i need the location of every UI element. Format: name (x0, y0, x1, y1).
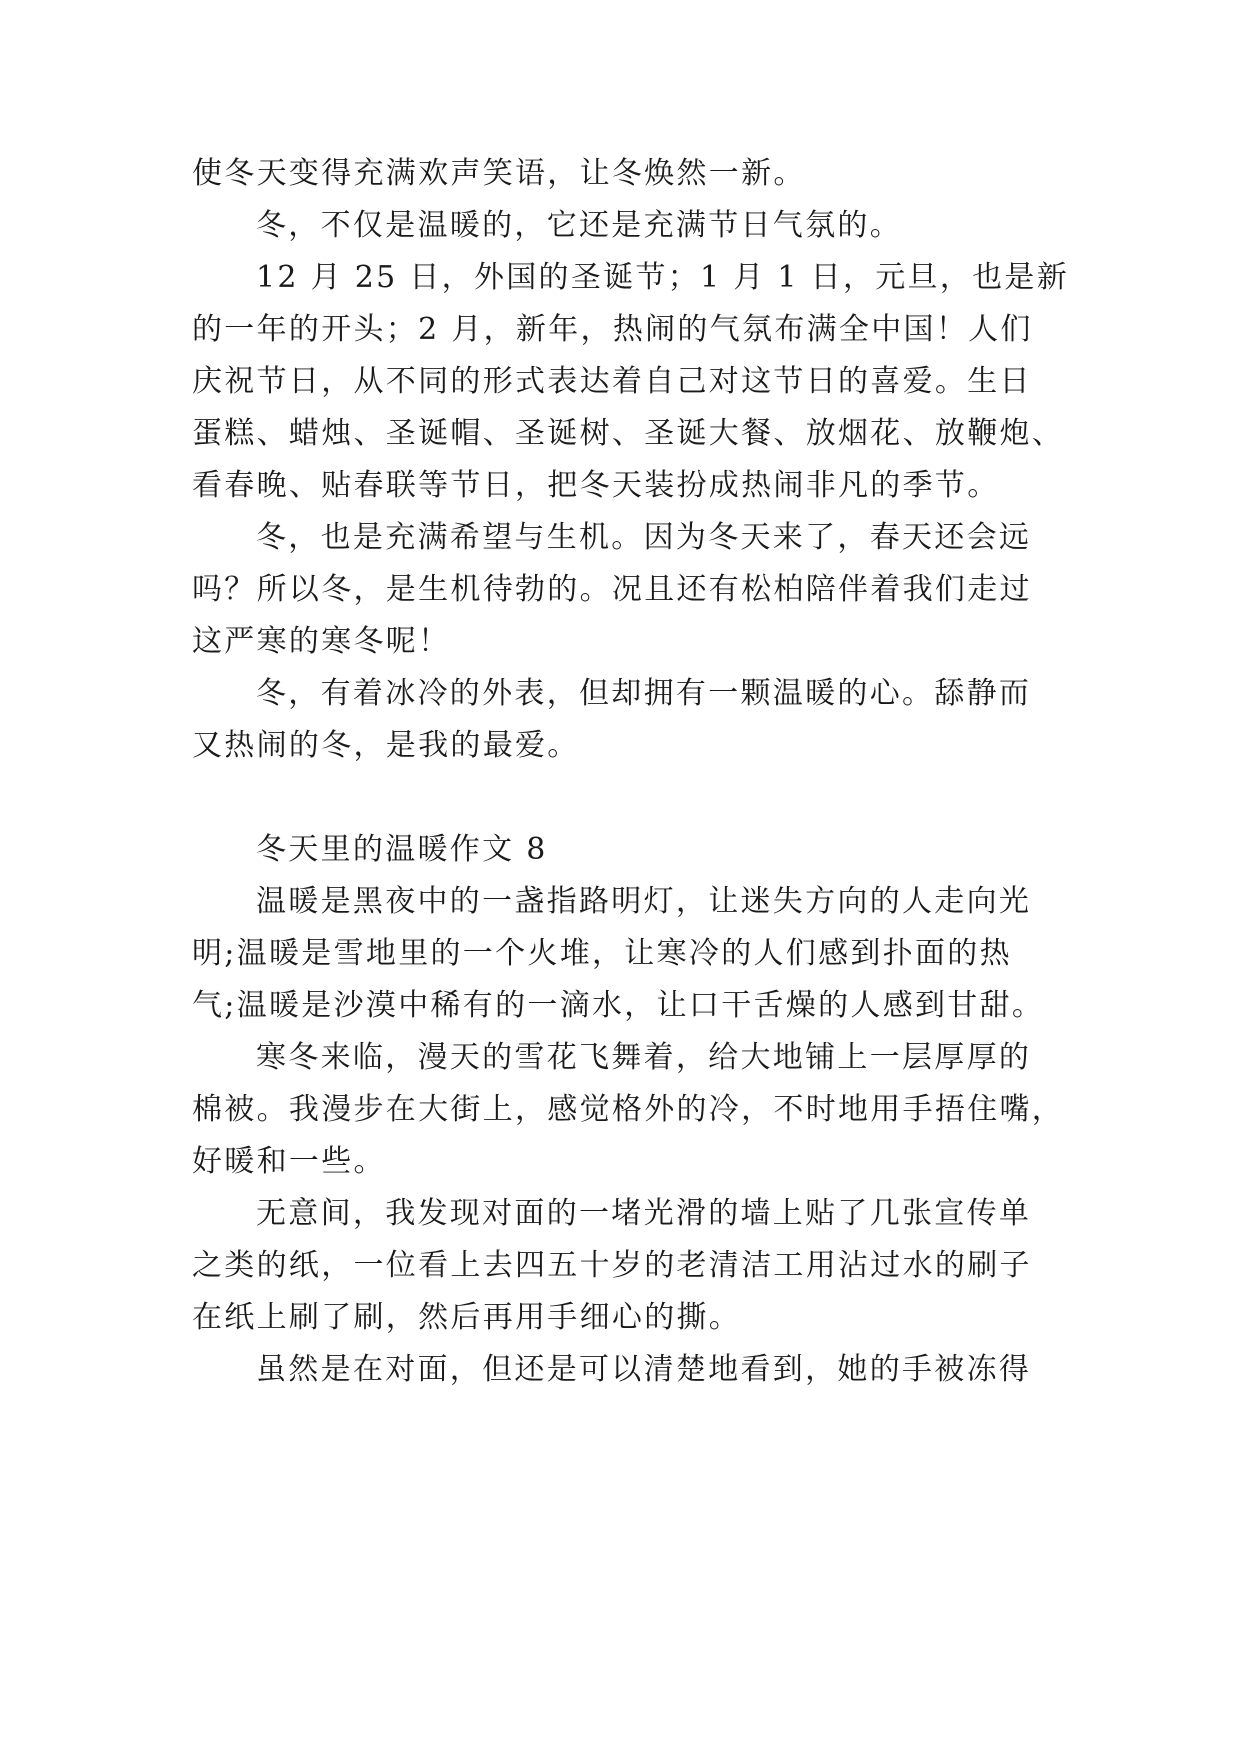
paragraph-line: 的一年的开头；2 月，新年，热闹的气氛布满全中国！人们 (192, 312, 1033, 347)
paragraph-line: 看春晚、贴春联等节日，把冬天装扮成热闹非凡的季节。 (192, 468, 1000, 503)
paragraph-line: 温暖是黑夜中的一盏指路明灯，让迷失方向的人走向光 (256, 884, 1032, 919)
paragraph-line: 冬，不仅是温暖的，它还是充满节日气氛的。 (256, 208, 902, 243)
paragraph-line: 又热闹的冬，是我的最爱。 (192, 728, 580, 763)
paragraph-line: 使冬天变得充满欢声笑语，让冬焕然一新。 (192, 156, 806, 191)
paragraph-line: 在纸上刷了刷，然后再用手细心的撕。 (192, 1300, 742, 1335)
paragraph-line: 蛋糕、蜡烛、圣诞帽、圣诞树、圣诞大餐、放烟花、放鞭炮、 (192, 416, 1065, 451)
paragraph-line: 虽然是在对面，但还是可以清楚地看到，她的手被冻得 (256, 1352, 1032, 1387)
paragraph-line: 冬，也是充满希望与生机。因为冬天来了，春天还会远 (256, 520, 1032, 555)
section-title: 冬天里的温暖作文 8 (256, 832, 548, 867)
paragraph-line: 12 月 25 日，外国的圣诞节；1 月 1 日，元旦，也是新 (256, 260, 1070, 295)
paragraph-line: 棉被。我漫步在大街上，感觉格外的冷，不时地用手捂住嘴， (192, 1092, 1065, 1127)
paragraph-line: 气;温暖是沙漠中稀有的一滴水，让口干舌燥的人感到甘甜。 (192, 988, 1045, 1023)
paragraph-line: 无意间，我发现对面的一堵光滑的墙上贴了几张宣传单 (256, 1196, 1032, 1231)
paragraph-line: 这严寒的寒冬呢！ (192, 624, 451, 659)
paragraph-line: 好暖和一些。 (192, 1144, 386, 1179)
paragraph-line: 冬，有着冰冷的外表，但却拥有一颗温暖的心。舔静而 (256, 676, 1032, 711)
paragraph-line: 明;温暖是雪地里的一个火堆，让寒冷的人们感到扑面的热 (192, 936, 1012, 971)
paragraph-line: 之类的纸，一位看上去四五十岁的老清洁工用沾过水的刷子 (192, 1248, 1032, 1283)
paragraph-line: 庆祝节日，从不同的形式表达着自己对这节日的喜爱。生日 (192, 364, 1032, 399)
paragraph-line: 寒冬来临，漫天的雪花飞舞着，给大地铺上一层厚厚的 (256, 1040, 1032, 1075)
paragraph-line: 吗？所以冬，是生机待勃的。况且还有松柏陪伴着我们走过 (192, 572, 1032, 607)
